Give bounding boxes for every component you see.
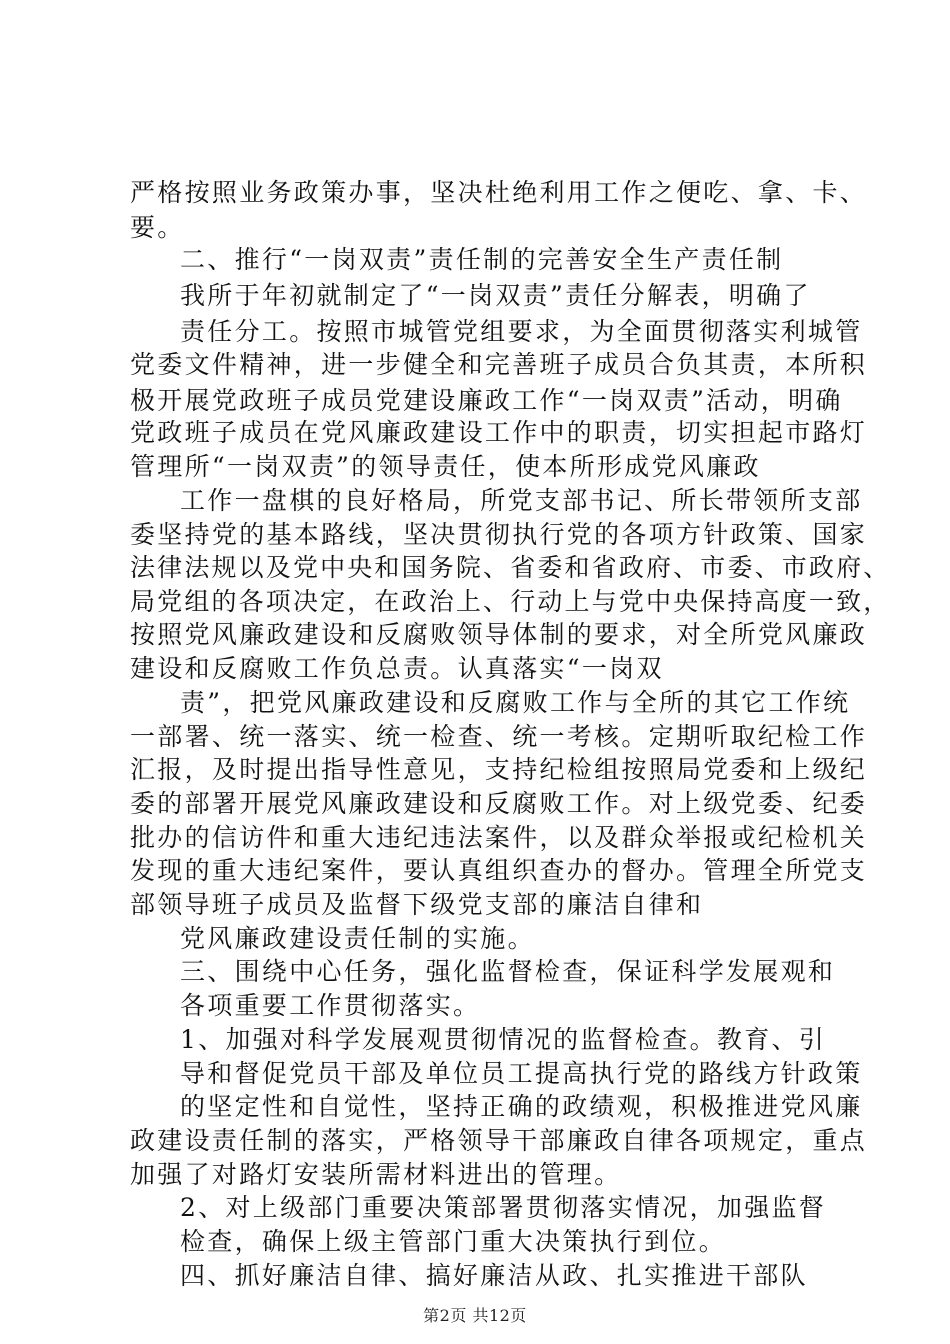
- text-line: 1、加强对科学发展观贯彻情况的监督检查。教育、引: [180, 1025, 827, 1054]
- text-line: 党风廉政建设责任制的实施。: [180, 924, 535, 953]
- text-line: 委的部署开展党风廉政建设和反腐败工作。对上级党委、纪委: [130, 789, 868, 818]
- section-heading: 四、抓好廉洁自律、搞好廉洁从政、扎实推进干部队: [180, 1261, 808, 1290]
- text-line: 委坚持党的基本路线，坚决贯彻执行党的各项方针政策、国家: [130, 520, 868, 549]
- text-line: 要。: [130, 213, 185, 242]
- text-line: 局党组的各项决定，在政治上、行动上与党中央保持高度一致，: [130, 587, 891, 616]
- text-line: 党政班子成员在党风廉政建设工作中的职责，切实担起市路灯: [130, 418, 868, 447]
- section-heading: 二、推行“一岗双责”责任制的完善安全生产责任制: [180, 245, 784, 274]
- text-line: 2、对上级部门重要决策部署贯彻落实情况，加强监督: [180, 1193, 827, 1222]
- text-line: 发现的重大违纪案件，要认真组织查办的督办。管理全所党支: [130, 856, 868, 885]
- text-line: 部领导班子成员及监督下级党支部的廉洁自律和: [130, 890, 704, 919]
- text-line: 我所于年初就制定了“一岗双责”责任分解表，明确了: [180, 281, 811, 310]
- text-line: 加强了对路灯安装所需材料进出的管理。: [130, 1160, 622, 1189]
- text-line: 检查，确保上级主管部门重大决策执行到位。: [180, 1227, 727, 1256]
- text-line: 一部署、统一落实、统一检查、统一考核。定期听取纪检工作: [130, 722, 868, 751]
- text-line: 责任分工。按照市城管党组要求，为全面贯彻落实利城管: [180, 317, 863, 346]
- text-line: 法律法规以及党中央和国务院、省委和省政府、市委、市政府、: [130, 553, 891, 582]
- text-line: 汇报，及时提出指导性意见，支持纪检组按照局党委和上级纪: [130, 755, 868, 784]
- text-line: 建设和反腐败工作负总责。认真落实“一岗双: [130, 654, 664, 683]
- text-line: 批办的信访件和重大违纪违法案件，以及群众举报或纪检机关: [130, 823, 868, 852]
- page-number: 第2页 共12页: [423, 1306, 527, 1325]
- text-line: 工作一盘棋的良好格局，所党支部书记、所长带领所支部: [180, 486, 863, 515]
- text-line: 按照党风廉政建设和反腐败领导体制的要求，对全所党风廉政: [130, 620, 868, 649]
- text-line: 管理所“一岗双责”的领导责任，使本所形成党风廉政: [130, 452, 761, 481]
- text-line: 极开展党政班子成员党建设廉政工作“一岗双责”活动，明确: [130, 386, 843, 415]
- text-line: 党委文件精神，进一步健全和完善班子成员合负其责，本所积: [130, 350, 868, 379]
- text-line: 政建设责任制的落实，严格领导干部廉政自律各项规定，重点: [130, 1126, 868, 1155]
- section-heading: 三、围绕中心任务，强化监督检查，保证科学发展观和: [180, 957, 836, 986]
- text-line: 严格按照业务政策办事，坚决杜绝利用工作之便吃、拿、卡、: [130, 178, 868, 207]
- text-line: 的坚定性和自觉性，坚持正确的政绩观，积极推进党风廉: [180, 1092, 863, 1121]
- text-line: 各项重要工作贯彻落实。: [180, 991, 481, 1020]
- text-line: 责”，把党风廉政建设和反腐败工作与全所的其它工作统: [180, 688, 851, 717]
- text-line: 导和督促党员干部及单位员工提高执行党的路线方针政策: [180, 1059, 863, 1088]
